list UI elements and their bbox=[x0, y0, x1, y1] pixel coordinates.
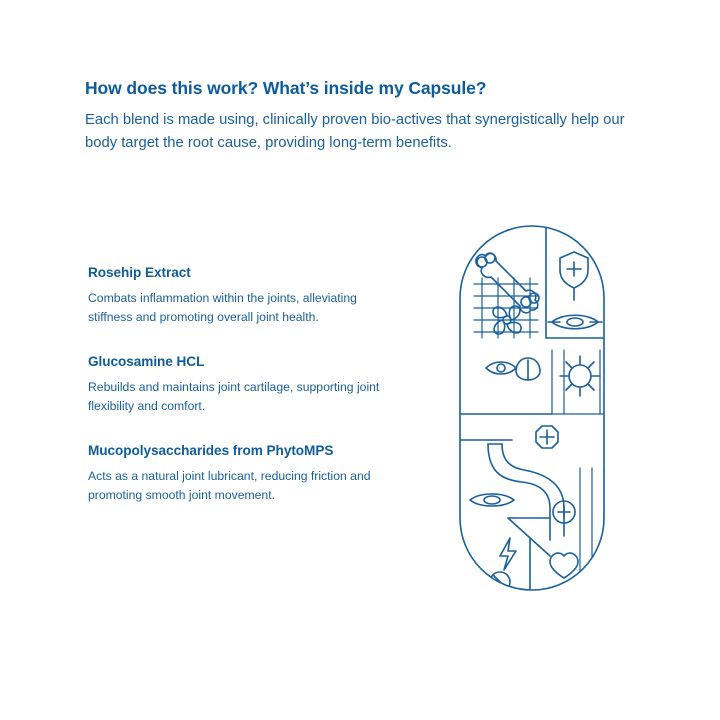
joint-capsule-icon bbox=[548, 315, 602, 329]
shield-plus-icon bbox=[560, 252, 588, 300]
lightning-icon bbox=[500, 538, 516, 570]
benefit-title: Glucosamine HCL bbox=[88, 354, 205, 370]
no-entry-icon bbox=[490, 572, 510, 592]
benefit-title: Rosehip Extract bbox=[88, 265, 191, 280]
list-item bbox=[88, 354, 418, 415]
benefit-description: Combats inflammation within the joints, alleviating stiffness and promoting overall joint health. bbox=[88, 291, 357, 324]
capsule-illustration bbox=[452, 218, 612, 598]
page-title: How does this work? What’s inside my Capsule? bbox=[85, 78, 487, 98]
eye-icon bbox=[486, 362, 516, 374]
hatch-panel bbox=[580, 468, 604, 590]
heart-icon bbox=[550, 553, 578, 578]
page-subtitle: Each blend is made using, clinically proven bio-actives that synergistically help our body target the root cause, providing long-term benefits. bbox=[85, 111, 625, 151]
joint-capsule-icon bbox=[470, 494, 514, 506]
list-item bbox=[88, 443, 418, 504]
capsule-contents bbox=[460, 226, 612, 592]
leaf-icon bbox=[516, 358, 540, 380]
capsule-illustration-svg bbox=[452, 218, 612, 598]
hatch-panel bbox=[552, 350, 612, 414]
hatch-panel bbox=[474, 278, 538, 338]
list-item bbox=[88, 265, 418, 326]
benefit-title: Mucopolysaccharides from PhytoMPS bbox=[88, 443, 334, 459]
benefit-description: Acts as a natural joint lubricant, reducing friction and promoting smooth joint movement. bbox=[88, 469, 371, 502]
cross-shield-icon bbox=[536, 426, 558, 448]
sun-burst-icon bbox=[560, 356, 600, 396]
header bbox=[85, 78, 645, 155]
benefit-description: Rebuilds and maintains joint cartilage, supporting joint flexibility and comfort. bbox=[88, 380, 380, 413]
tube-path bbox=[488, 444, 564, 540]
benefits-list bbox=[88, 265, 418, 504]
